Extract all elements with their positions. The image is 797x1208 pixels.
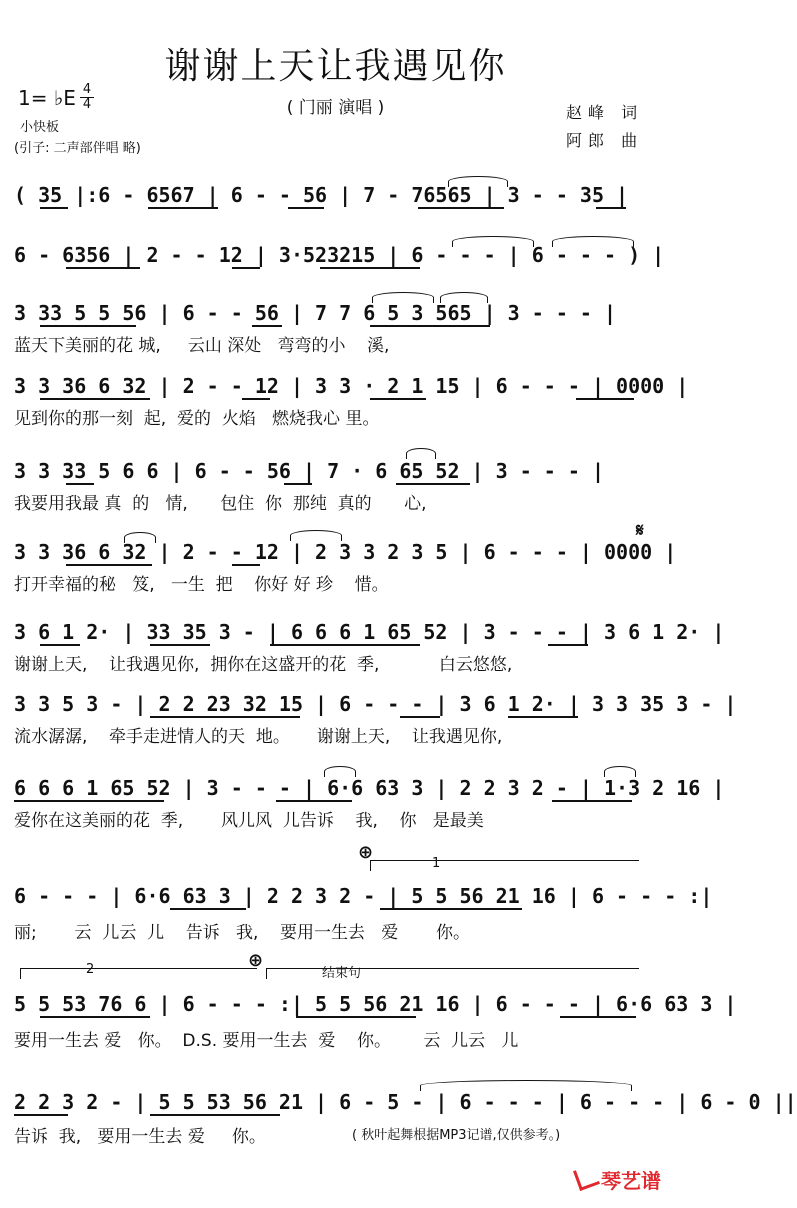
underline [288, 207, 324, 209]
underline [296, 1016, 416, 1018]
lyrics-row: 爱你在这美丽的花 季, 风儿风 儿告诉 我, 你 是最美 [14, 811, 484, 831]
underline [66, 267, 140, 269]
underline [66, 483, 94, 485]
notation-row: 3 3 36 6 32 | 2 - - 12 | 3 3 · 2 1 15 | 6 - - - | 0000 | [14, 374, 689, 398]
coda-mark: ⊕ [358, 842, 374, 863]
underline [380, 908, 522, 910]
tie [324, 766, 356, 777]
lyrics-row: 丽; 云 儿云 儿 告诉 我, 要用一生去 爱 你。 [14, 923, 471, 943]
notation-row: 5 5 53 76 6 | 6 - - - :| 5 5 56 21 16 | 6 - - - | 6·6 63 3 | [14, 992, 737, 1016]
underline [576, 398, 634, 400]
tie [290, 530, 342, 541]
underline [40, 644, 80, 646]
volta-bracket-2 [20, 968, 257, 979]
underline [548, 644, 588, 646]
underline [396, 483, 470, 485]
coda-mark-2: ⊕ [248, 950, 264, 971]
singer-line: ( 门丽 演唱 ) [286, 98, 385, 118]
notation-row: ( 35 |:6 - 6567 | 6 - - 56 | 7 - 76565 | 3 - - 35 | [14, 183, 629, 207]
underline [14, 800, 164, 802]
lyricist-credit: 赵峰 词 [566, 103, 644, 122]
underline [596, 207, 626, 209]
notation-row: 6 6 6 1 65 52 | 3 - - - | 6·6 63 3 | 2 2 3 2 - | 1·3 2 16 | [14, 776, 725, 800]
lyrics-row: 打开幸福的秘 笈, 一生 把 你好 好 珍 惜。 [14, 575, 389, 595]
lyrics-row: 见到你的那一刻 起, 爱的 火焰 燃烧我心 里。 [14, 409, 380, 429]
notation-row: 3 3 33 5 6 6 | 6 - - 56 | 7 · 6 65 52 | 3 - - - | [14, 459, 605, 483]
page-title: 谢谢上天让我遇见你 [164, 46, 507, 87]
volta-number-2: 2 [86, 962, 95, 977]
lyrics-row: 蓝天下美丽的花 城, 云山 深处 弯弯的小 溪, [14, 336, 390, 356]
intro-note: (引子: 二声部伴唱 略) [14, 141, 141, 156]
underline [400, 716, 440, 718]
underline [40, 398, 150, 400]
tie [604, 766, 636, 777]
underline [284, 483, 312, 485]
underline [232, 267, 260, 269]
tie [452, 236, 534, 247]
notation-row: 3 3 36 6 32 | 2 - - 12 | 2 3 3 2 3 5 | 6 - - - | 0000 | [14, 540, 677, 564]
tie [372, 292, 434, 303]
site-logo [576, 1165, 661, 1194]
underline [40, 325, 136, 327]
underline [14, 1114, 68, 1116]
notation-row: 6 - - - | 6·6 63 3 | 2 2 3 2 - | 5 5 56 21 16 | 6 - - - :| [14, 884, 713, 908]
lyrics-row: 谢谢上天, 让我遇见你, 拥你在这盛开的花 季, 白云悠悠, [14, 655, 513, 675]
key-signature: 1= ♭E [18, 86, 76, 110]
underline [40, 1016, 150, 1018]
underline [418, 207, 504, 209]
tie [448, 176, 508, 187]
underline [170, 908, 246, 910]
tempo-marking: 小快板 [20, 120, 60, 135]
volta-number-1: 1 [432, 856, 441, 871]
lyrics-row: 告诉 我, 要用一生去 爱 你。 [14, 1127, 266, 1147]
underline [148, 207, 218, 209]
lyrics-row: 流水潺潺, 牵手走进情人的天 地。 谢谢上天, 让我遇见你, [14, 727, 503, 747]
underline [508, 716, 578, 718]
time-signature [80, 83, 94, 112]
underline [252, 325, 282, 327]
underline [370, 325, 490, 327]
ending-label: 结束句 [322, 966, 362, 981]
underline [560, 1016, 636, 1018]
tie [552, 236, 634, 247]
lyrics-row: 要用一生去 爱 你。 D.S. 要用一生去 爱 你。 云 儿云 儿 [14, 1031, 519, 1051]
underline [320, 267, 420, 269]
underline [66, 564, 152, 566]
underline [150, 644, 210, 646]
tie [440, 292, 488, 303]
notation-row: 2 2 3 2 - | 5 5 53 56 21 | 6 - 5 - | 6 - - - | 6 - - - | 6 - 0 || [14, 1090, 797, 1114]
underline [276, 800, 352, 802]
underline [40, 207, 68, 209]
underline [242, 398, 270, 400]
underline [150, 716, 300, 718]
composer-credit: 阿郎 曲 [566, 131, 644, 150]
notation-row: 3 33 5 5 56 | 6 - - 56 | 7 7 6 5 3 565 | 3 - - - | [14, 301, 617, 325]
meter-bottom: 4 [80, 97, 94, 112]
notation-row: 3 6 1 2· | 33 35 3 - | 6 6 6 1 65 52 | 3 - - - | 3 6 1 2· | [14, 620, 725, 644]
meter-top: 4 [82, 82, 92, 97]
lyrics-row: 我要用我最 真 的 情, 包住 你 那纯 真的 心, [14, 494, 427, 514]
logo-mark-icon [573, 1164, 600, 1191]
notation-row: 3 3 5 3 - | 2 2 23 32 15 | 6 - - - | 3 6 1 2· | 3 3 35 3 - | [14, 692, 737, 716]
underline [150, 1114, 280, 1116]
underline [552, 800, 632, 802]
tie [124, 532, 156, 543]
volta-bracket-1 [370, 860, 639, 871]
underline [232, 564, 260, 566]
source-note: ( 秋叶起舞根据MP3记谱,仅供参考。) [352, 1128, 561, 1143]
tie [406, 448, 436, 459]
tie [420, 1080, 632, 1091]
logo-text: 琴艺谱 [601, 1169, 661, 1193]
segno-mark: 𝄋 [636, 520, 644, 541]
underline [370, 398, 426, 400]
underline [270, 644, 420, 646]
notation-row: 6 - 6356 | 2 - - 12 | 3·523215 | 6 - - - | 6 - - - ) | [14, 243, 665, 267]
